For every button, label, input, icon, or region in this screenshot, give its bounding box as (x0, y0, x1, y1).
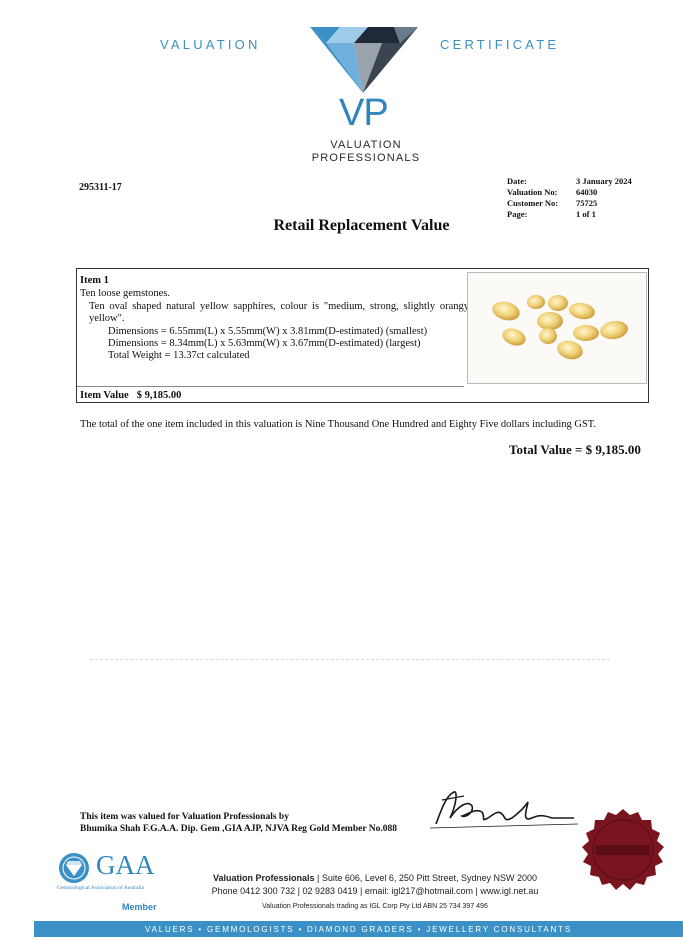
valuer-statement (80, 811, 397, 835)
footer-trading: Valuation Professionals trading as IGL Corp Pty Ltd ABN 25 734 397 496 (262, 903, 488, 910)
item-dimensions-largest: Dimensions = 8.34mm(L) x 5.63mm(W) x 3.67mm(D-estimated) (largest) (108, 338, 421, 349)
item-description: Ten oval shaped natural yellow sapphires, colour is "medium, strong, slightly orangy yellow". (89, 301, 469, 324)
meta-values (576, 176, 632, 220)
gaa-logo-text: GAA (96, 850, 155, 880)
logo-vp-mark: VP (339, 92, 388, 134)
valuer-line1: This item was valued for Valuation Professionals by (80, 812, 289, 822)
item-dimensions-smallest: Dimensions = 6.55mm(L) x 5.55mm(W) x 3.81mm(D-estimated) (smallest) (108, 326, 428, 337)
gaa-emblem-icon (56, 851, 92, 885)
item-heading: Item 1 (80, 275, 109, 286)
total-value: Total Value = $ 9,185.00 (509, 442, 641, 457)
footer-company: Valuation Professionals (213, 873, 315, 883)
meta-label-date: Date: (507, 176, 527, 186)
item-value-row (80, 390, 189, 401)
meta-value-date: 3 January 2024 (576, 176, 632, 186)
footer-banner (34, 921, 683, 937)
seal-stamp (578, 807, 668, 897)
meta-value-page: 1 of 1 (576, 209, 596, 219)
item-intro: Ten loose gemstones. (80, 288, 170, 299)
logo-subtitle-professionals: PROFESSIONALS (311, 152, 421, 164)
scan-artefact-line (90, 659, 610, 660)
valuer-line2: Bhumika Shah F.G.A.A. Dip. Gem ,GIA AJP, NJVA Reg Gold Member No.088 (80, 824, 397, 834)
diamond-icon (302, 23, 424, 95)
header-certificate-word: CERTIFICATE (440, 37, 560, 52)
gaa-subtitle: Gemmological Association of Australia (57, 885, 144, 891)
meta-label-customer-no: Customer No: (507, 198, 559, 208)
item-details (77, 269, 469, 402)
item-total-weight: Total Weight = 13.37ct calculated (108, 350, 250, 361)
footer-address-text: | Suite 606, Level 6, 250 Pitt Street, Sydney NSW 2000 (314, 873, 537, 883)
footer-contact: Phone 0412 300 732 | 02 9283 0419 | email: igl217@hotmail.com | www.igl.net.au (211, 886, 539, 896)
meta-labels (507, 176, 558, 220)
reference-number: 295311-17 (79, 182, 122, 193)
meta-value-valuation-no: 64030 (576, 187, 598, 197)
header-valuation-word: VALUATION (160, 37, 261, 52)
footer-banner-text: VALUERS • GEMMOLOGISTS • DIAMOND GRADERS • JEWELLERY CONSULTANTS (145, 924, 572, 934)
gemstones-photo (467, 272, 647, 384)
item-divider (77, 386, 464, 387)
gaa-member-label: Member (122, 902, 157, 912)
item-value-label: Item Value (80, 390, 129, 401)
meta-label-page: Page: (507, 209, 528, 219)
logo-subtitle-valuation: VALUATION (330, 139, 402, 151)
signature (428, 788, 578, 836)
page-title: Retail Replacement Value (273, 217, 450, 234)
total-sentence: The total of the one item included in this valuation is Nine Thousand One Hundred and Eighty Five dollars including GST. (80, 419, 597, 430)
meta-label-valuation-no: Valuation No: (507, 187, 558, 197)
footer-address (150, 873, 600, 883)
meta-value-customer-no: 75725 (576, 198, 598, 208)
item-value-amount: $ 9,185.00 (136, 390, 182, 401)
